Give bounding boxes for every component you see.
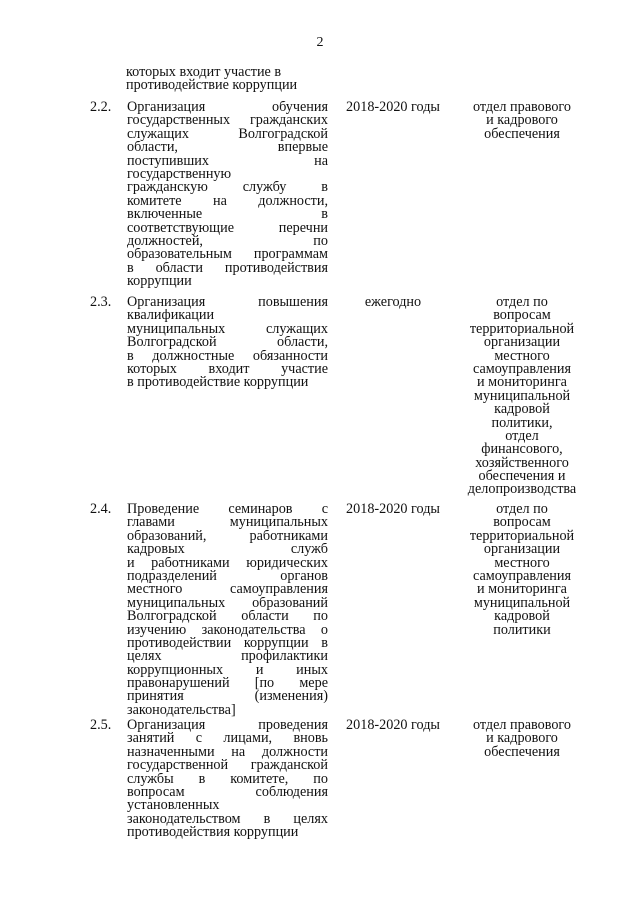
description-line: Организация проведения bbox=[127, 719, 328, 733]
item-description bbox=[127, 503, 328, 717]
description-line: правонарушений [по мере bbox=[127, 677, 328, 691]
item-period: 2018-2020 годы bbox=[346, 99, 440, 115]
item-responsible bbox=[456, 101, 588, 141]
responsible-line: отдел по bbox=[496, 294, 548, 310]
description-line: Проведение семинаров с bbox=[127, 503, 328, 517]
description-line: местного самоуправления bbox=[127, 583, 328, 597]
responsible-line: и мониторинга bbox=[477, 581, 567, 598]
description-line: квалификации bbox=[127, 309, 215, 323]
description-line: государственную bbox=[127, 167, 232, 182]
description-line: назначенными на должности bbox=[127, 745, 328, 760]
responsible-line: отдел правового bbox=[473, 99, 571, 115]
responsible-line: организации bbox=[483, 334, 561, 351]
description-line: муниципальных образований bbox=[127, 596, 328, 611]
item-number: 2.2. bbox=[90, 99, 112, 115]
description-line: включенные в bbox=[127, 208, 328, 222]
item-responsible bbox=[456, 296, 588, 497]
responsible-line: местного bbox=[494, 554, 550, 571]
item-period: 2018-2020 годы bbox=[346, 717, 440, 733]
description-line: коррупционных и иных bbox=[127, 663, 328, 678]
description-line: в области противодействия bbox=[127, 261, 328, 276]
responsible-line: отдел bbox=[505, 427, 539, 444]
description-line: главами муниципальных bbox=[127, 516, 328, 530]
description-line: занятий с лицами, вновь bbox=[127, 732, 328, 746]
responsible-line: самоуправления bbox=[473, 360, 571, 377]
description-line: государственной гражданской bbox=[127, 759, 328, 773]
description-line: соответствующие перечни bbox=[127, 221, 328, 235]
description-line: Волгоградской области по bbox=[127, 610, 328, 624]
item-description bbox=[127, 296, 328, 390]
item-description bbox=[127, 101, 328, 288]
text-line: которых входит участие в bbox=[126, 64, 282, 80]
responsible-line: и мониторинга bbox=[477, 374, 567, 391]
responsible-line: муниципальной bbox=[473, 387, 571, 404]
description-line: коррупции bbox=[127, 275, 192, 289]
description-line: поступивших на bbox=[127, 154, 328, 168]
responsible-line: финансового, bbox=[481, 441, 563, 458]
responsible-line: обеспечения bbox=[484, 125, 560, 142]
description-line: установленных bbox=[127, 799, 220, 813]
responsible-line: кадровой bbox=[494, 608, 550, 625]
responsible-line: муниципальной bbox=[473, 594, 571, 611]
description-line: подразделений органов bbox=[127, 569, 328, 584]
responsible-line: обеспечения bbox=[484, 743, 560, 760]
responsible-line: самоуправления bbox=[473, 567, 571, 584]
item-number: 2.5. bbox=[90, 717, 112, 733]
description-line: муниципальных служащих bbox=[127, 322, 328, 337]
responsible-line: делопроизводства bbox=[467, 481, 577, 498]
responsible-line: и кадрового bbox=[486, 112, 558, 129]
description-line: в противодействие коррупции bbox=[127, 376, 309, 390]
description-line: государственных гражданских bbox=[127, 114, 328, 128]
responsible-line: обеспечения и bbox=[478, 468, 566, 485]
description-line: области, впервые bbox=[127, 141, 328, 155]
description-line: образовательным программам bbox=[127, 248, 328, 262]
description-line: противодействии коррупции в bbox=[127, 636, 328, 651]
description-line: гражданскую службу в bbox=[127, 181, 328, 195]
description-line: комитете на должности, bbox=[127, 194, 328, 209]
responsible-line: организации bbox=[483, 541, 561, 558]
item-period: ежегодно bbox=[364, 294, 422, 310]
page-number: 2 bbox=[316, 35, 324, 50]
description-line: Организация обучения bbox=[127, 101, 328, 115]
description-line: законодательством в целях bbox=[127, 812, 328, 827]
responsible-line: территориальной bbox=[469, 320, 575, 337]
responsible-line: местного bbox=[494, 347, 550, 364]
item-number: 2.4. bbox=[90, 501, 112, 517]
responsible-line: отдел правового bbox=[473, 717, 571, 733]
description-line: которых входит участие bbox=[127, 362, 328, 377]
description-line: Волгоградской области, bbox=[127, 336, 328, 350]
description-line: в должностные обязанности bbox=[127, 349, 328, 363]
text-line: противодействие коррупции bbox=[126, 77, 298, 94]
responsible-line: хозяйственного bbox=[475, 454, 569, 471]
responsible-line: отдел по bbox=[496, 501, 548, 517]
item-period: 2018-2020 годы bbox=[346, 501, 440, 517]
description-line: вопросам соблюдения bbox=[127, 785, 328, 800]
responsible-line: вопросам bbox=[493, 307, 551, 324]
description-line: Организация повышения bbox=[127, 296, 328, 310]
description-line: законодательства] bbox=[127, 703, 236, 718]
description-line: изучению законодательства о bbox=[127, 623, 328, 637]
description-line: образований, работниками bbox=[127, 529, 328, 544]
description-line: службы в комитете, по bbox=[127, 772, 328, 786]
responsible-line: политики bbox=[493, 621, 551, 638]
item-description bbox=[127, 719, 328, 840]
description-line: служащих Волгоградской bbox=[127, 127, 328, 142]
item-number: 2.3. bbox=[90, 294, 112, 310]
continuation-text bbox=[126, 66, 328, 93]
description-line: кадровых служб bbox=[127, 543, 328, 557]
description-line: и работниками юридических bbox=[127, 556, 328, 570]
item-responsible bbox=[456, 719, 588, 759]
item-responsible bbox=[456, 503, 588, 637]
responsible-line: и кадрового bbox=[486, 730, 558, 747]
responsible-line: территориальной bbox=[469, 527, 575, 544]
description-line: целях профилактики bbox=[127, 650, 328, 664]
responsible-line: политики, bbox=[491, 414, 553, 431]
description-line: противодействия коррупции bbox=[127, 826, 299, 840]
responsible-line: кадровой bbox=[494, 401, 550, 418]
description-line: должностей, по bbox=[127, 234, 328, 249]
responsible-line: вопросам bbox=[493, 514, 551, 531]
description-line: принятия (изменения) bbox=[127, 690, 328, 704]
